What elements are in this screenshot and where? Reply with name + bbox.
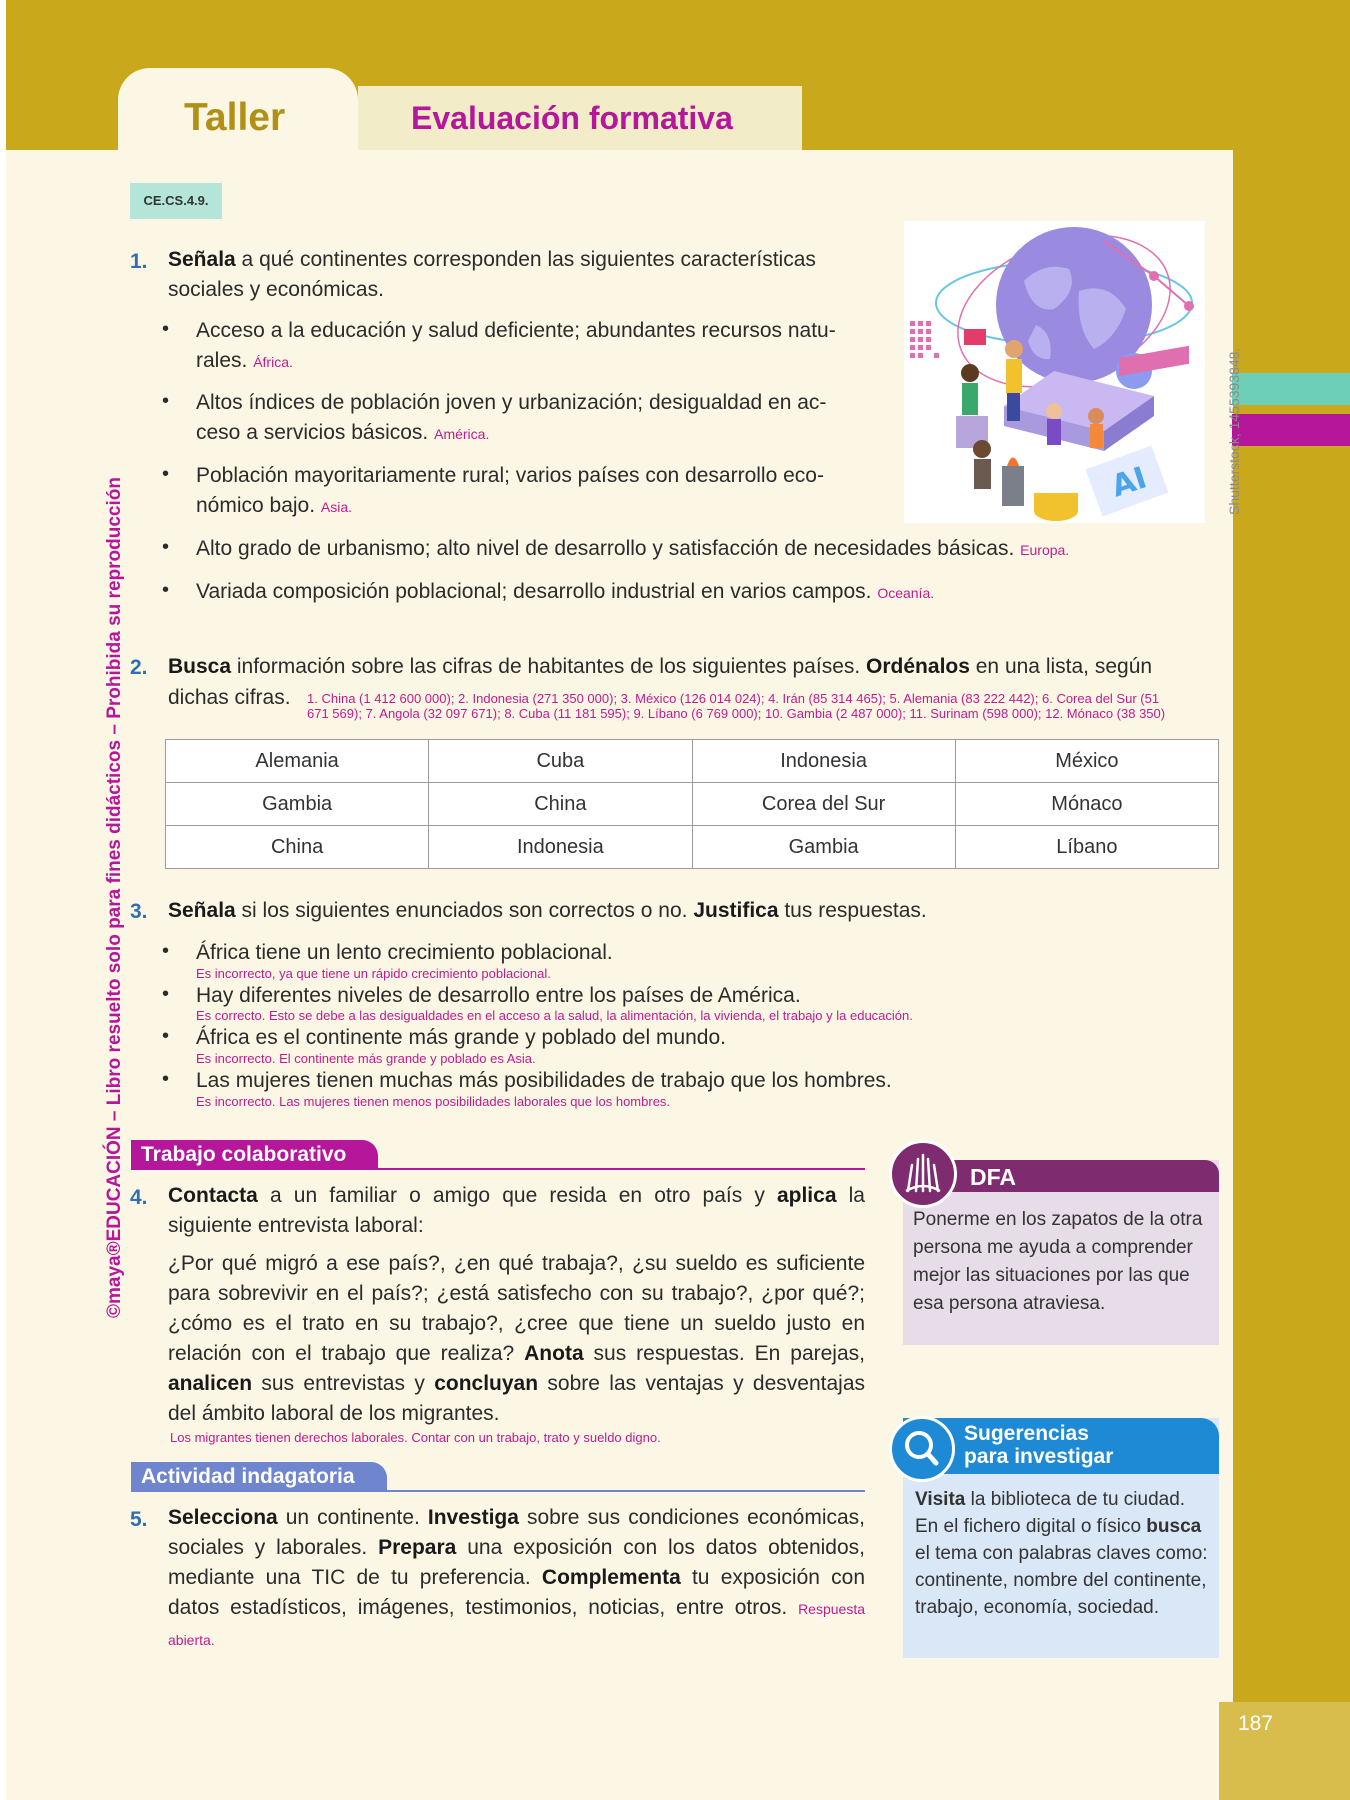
q1-verb: Señala <box>168 248 236 271</box>
q1-item2-line1: Altos índices de población joven y urbanización; desigualdad en ac- <box>196 391 827 414</box>
suggestions-text1: la biblioteca de tu ciudad. En el fichero digital o físico <box>915 1489 1186 1537</box>
tab-taller <box>118 68 358 152</box>
section-collaborative-title: Trabajo colaborativo <box>131 1140 378 1170</box>
q1-item1-text: rales. <box>196 349 248 372</box>
bullet-icon: • <box>162 463 170 485</box>
q1-number: 1. <box>130 250 148 273</box>
suggestions-title-line1: Sugerencias <box>964 1422 1089 1445</box>
q1-item5 <box>196 577 934 608</box>
table-cell: Cuba <box>429 740 692 783</box>
q4-p2-verb3: concluyan <box>434 1372 539 1395</box>
q4-p2-text4: sobre las ventajas y desventajas del ámbito laboral de los migrantes. <box>168 1372 865 1425</box>
suggestions-text2: el tema con palabras claves como: continente, nombre del continente, trabajo, economía, sociedad. <box>915 1543 1208 1618</box>
q2-text1: información sobre las cifras de habitantes de los siguientes países. <box>231 655 867 678</box>
magenta-edge-tab <box>1232 414 1350 446</box>
q5-verb4: Complementa <box>541 1566 681 1589</box>
q3-item1: África tiene un lento crecimiento poblacional. <box>196 941 613 964</box>
table-cell: Indonesia <box>692 740 955 783</box>
q1-item2-answer: América. <box>434 426 490 442</box>
tab-taller-label: Taller <box>184 96 286 139</box>
q3-verb2: Justifica <box>693 899 779 922</box>
dfa-icon <box>889 1140 957 1208</box>
table-cell: Mónaco <box>955 783 1218 826</box>
q3-item3: África es el continente más grande y poblado del mundo. <box>196 1026 726 1049</box>
suggestions-verb1: Visita <box>915 1489 966 1510</box>
q5-text1: un continente. <box>277 1506 428 1529</box>
q2-text2: en una lista, según <box>969 655 1153 678</box>
tab-evaluacion-label: Evaluación formativa <box>411 100 733 136</box>
bullet-icon: • <box>162 318 170 340</box>
q1-line1-text: a qué continentes corresponden las siguientes características <box>235 248 816 271</box>
q4-text1: a un familiar o amigo que resida en otro país y <box>257 1184 777 1207</box>
q4-statement <box>168 1181 865 1241</box>
section-inquiry-title: Actividad indagatoria <box>131 1462 387 1492</box>
q2-verb2: Ordénalos <box>866 655 970 678</box>
magnifier-icon <box>892 1419 952 1479</box>
q3-item4-answer: Es incorrecto. Las mujeres tienen menos posibilidades laborales que los hombres. <box>196 1094 671 1109</box>
table-cell: Corea del Sur <box>692 783 955 826</box>
bullet-icon: • <box>162 1025 170 1047</box>
q1-item3-line2 <box>196 491 352 522</box>
suggestions-title <box>964 1422 1113 1468</box>
countries-table <box>165 739 1219 869</box>
q3-item3-answer: Es incorrecto. El continente más grande y poblado es Asia. <box>196 1051 536 1066</box>
suggestions-icon <box>889 1416 955 1482</box>
q4-p2-text2: sus respuestas. En parejas, <box>583 1342 865 1365</box>
globe-illustration <box>904 221 1205 523</box>
q3-number: 3. <box>130 900 148 923</box>
q1-item3-line1: Población mayoritariamente rural; varios países con desarrollo eco- <box>196 464 824 487</box>
q3-item2-answer: Es correcto. Esto se debe a las desigualdades en el acceso a la salud, la alimentación, la vivienda, el trabajo y la educación. <box>196 1008 913 1023</box>
q3-item2: Hay diferentes niveles de desarrollo entre los países de América. <box>196 984 801 1007</box>
suggestions-verb2: busca <box>1146 1516 1202 1537</box>
q1-item1-answer: África. <box>253 354 293 370</box>
q3-item4: Las mujeres tienen muchas más posibilidades de trabajo que los hombres. <box>196 1069 892 1092</box>
dfa-title: DFA <box>970 1164 1016 1190</box>
q4-p2-verb2: analicen <box>168 1372 253 1395</box>
table-cell: Gambia <box>166 783 429 826</box>
q4-number: 4. <box>130 1186 148 1209</box>
q5-answer: Respuesta abierta. <box>168 1601 865 1648</box>
q1-statement-line2: sociales y económicas. <box>168 278 384 301</box>
q1-item3-answer: Asia. <box>320 499 353 515</box>
bullet-icon: • <box>162 536 170 558</box>
q5-text3: una exposición con los datos obtenidos, mediante una TIC de tu preferencia. <box>168 1536 865 1589</box>
q5-number: 5. <box>130 1508 148 1531</box>
q5-verb3: Prepara <box>378 1536 457 1559</box>
q2-verb1: Busca <box>168 655 232 678</box>
bullet-icon: • <box>162 983 170 1005</box>
q1-item1-line2 <box>196 346 293 377</box>
q1-item3-text: nómico bajo. <box>196 494 316 517</box>
q1-item5-text: Variada composición poblacional; desarrollo industrial en varios campos. <box>196 580 872 603</box>
bullet-icon: • <box>162 390 170 412</box>
table-cell: China <box>429 783 692 826</box>
q2-statement-line1 <box>168 652 1152 682</box>
criteria-code-badge: CE.CS.4.9. <box>130 183 222 219</box>
q3-text2: tus respuestas. <box>778 899 927 922</box>
q3-verb1: Señala <box>168 899 236 922</box>
q4-text2: la siguiente entrevista laboral: <box>168 1184 865 1237</box>
suggestions-title-line2: para investigar <box>964 1445 1114 1468</box>
globe-illustration-svg <box>904 221 1205 523</box>
bullet-icon: • <box>162 940 170 962</box>
table-cell: Gambia <box>692 826 955 869</box>
table-cell: México <box>955 740 1218 783</box>
dfa-text: Ponerme en los zapatos de la otra persona me ayuda a comprender mejor las situaciones por las que esa persona atraviesa. <box>913 1209 1203 1314</box>
side-copyright-text: ©maya®EDUCACIÓN – Libro resuelto solo para fines didácticos – Prohibida su reproducción <box>104 477 125 1318</box>
page-number: 187 <box>1238 1712 1274 1735</box>
q4-verb1: Contacta <box>168 1184 258 1207</box>
q3-statement <box>168 896 927 926</box>
q4-p2-text1: ¿Por qué migró a ese país?, ¿en qué trabaja?, ¿su sueldo es suficiente para sobrevivir en el país?; ¿está satisfecho con su trabajo?, ¿por qué?; ¿cómo es el trato en su trabajo?, ¿cree que tiene un sueldo justo en relación con el trabajo que realiza? <box>168 1252 865 1365</box>
q1-item1-line1: Acceso a la educación y salud deficiente; abundantes recursos natu- <box>196 319 836 342</box>
q5-verb2: Investiga <box>427 1506 519 1529</box>
q4-p2-verb1: Anota <box>524 1342 584 1365</box>
tab-evaluacion <box>358 86 802 150</box>
hands-icon <box>892 1143 954 1205</box>
q5-text2: sobre sus condiciones económicas, sociales y laborales. <box>168 1506 866 1559</box>
q5-statement <box>168 1503 865 1655</box>
q5-verb1: Selecciona <box>168 1506 278 1529</box>
table-row <box>166 740 1219 783</box>
table-cell: Alemania <box>166 740 429 783</box>
q2-statement-line2: dichas cifras. <box>168 686 291 709</box>
q1-item4-text: Alto grado de urbanismo; alto nivel de desarrollo y satisfacción de necesidades básicas. <box>196 537 1015 560</box>
q2-number: 2. <box>130 656 148 679</box>
table-row <box>166 826 1219 869</box>
image-credit-text: Shutterstock, 1455393848. <box>1226 347 1242 515</box>
q1-item2-text: ceso a servicios básicos. <box>196 421 429 444</box>
q2-answer-line2: 671 569); 7. Angola (32 097 671); 8. Cuba (11 181 595); 9. Líbano (6 769 000); 10. Gambia (2 487 000); 11. Surinam (598 000); 12. Mónaco (38 350) <box>307 706 1166 721</box>
q1-item4 <box>196 534 1069 565</box>
q4-p2-text3: sus entrevistas y <box>252 1372 435 1395</box>
suggestions-text <box>915 1486 1209 1621</box>
q4-interview <box>168 1249 865 1429</box>
table-cell: China <box>166 826 429 869</box>
bullet-icon: • <box>162 579 170 601</box>
section-inquiry-header <box>131 1462 865 1492</box>
q2-answer-line1: 1. China (1 412 600 000); 2. Indonesia (271 350 000); 3. México (126 014 024); 4. Irán (85 314 465); 5. Alemania (83 222 442); 6. Corea del Sur (51 <box>307 691 1160 706</box>
q3-text1: si los siguientes enunciados son correctos o no. <box>235 899 694 922</box>
table-cell: Líbano <box>955 826 1218 869</box>
q1-item4-answer: Europa. <box>1020 542 1070 558</box>
q5-text4: tu exposición con datos estadísticos, imágenes, testimonios, noticias, entre otros. <box>168 1566 865 1619</box>
q1-item5-answer: Oceanía. <box>877 585 935 601</box>
q1-statement-line1 <box>168 245 816 275</box>
ai-sign-text: AI <box>1107 460 1151 505</box>
teal-edge-tab <box>1232 373 1350 405</box>
q3-item1-answer: Es incorrecto, ya que tiene un rápido crecimiento poblacional. <box>196 966 551 981</box>
table-cell: Indonesia <box>429 826 692 869</box>
bullet-icon: • <box>162 1068 170 1090</box>
q4-verb2: aplica <box>776 1184 837 1207</box>
q1-item2-line2 <box>196 418 489 449</box>
q4-answer: Los migrantes tienen derechos laborales. Contar con un trabajo, trato y sueldo digno. <box>170 1430 661 1445</box>
q2-answer <box>307 691 1165 721</box>
section-collaborative-header <box>131 1140 865 1170</box>
table-row <box>166 783 1219 826</box>
